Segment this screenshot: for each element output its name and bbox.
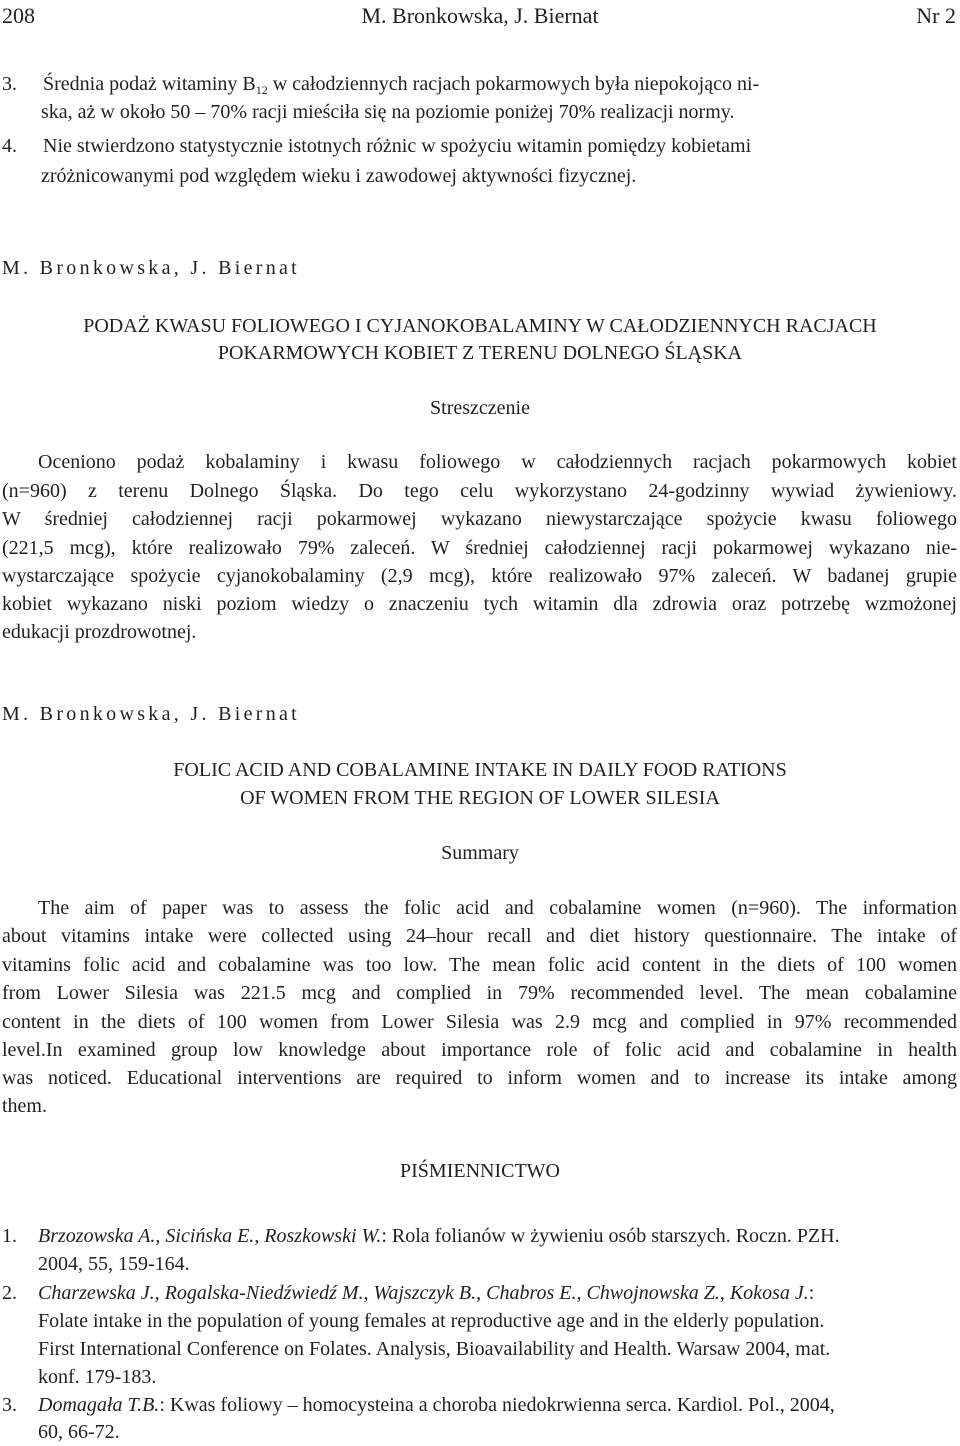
reference-2-authors: Charzewska J., Rogalska-Niedźwiedź M., Wajszczyk B., Chabros E., Chwojnowska Z., Kokosa J. (38, 1282, 809, 1304)
abstract-english-line-2: about vitamins intake were collected using 24–hour recall and diet history questionnaire. The intake of (2, 925, 957, 947)
reference-3-number: 3. (2, 1394, 17, 1416)
abstract-english-line-1: The aim of paper was to assess the folic acid and cobalamine women (n=960). The information (38, 897, 957, 919)
abstract-polish-line-6: kobiet wykazano niski poziom wiedzy o znaczeniu tych witamin dla zdrowia oraz potrzebę wzmożonej (2, 593, 957, 615)
authors-polish: M. Bronkowska, J. Biernat (2, 257, 301, 279)
abstract-heading-polish: Streszczenie (430, 397, 530, 419)
reference-1-number: 1. (2, 1225, 17, 1247)
abstract-polish-line-2: (n=960) z terenu Dolnego Śląska. Do tego celu wykorzystano 24-godzinny wywiad żywieniowy. (2, 480, 957, 502)
reference-3-line-1: Domagała T.B.: Kwas foliowy – homocysteina a choroba niedokrwienna serca. Kardiol. Pol., 2004, (38, 1394, 835, 1416)
abstract-polish-line-1: Oceniono podaż kobalaminy i kwasu foliowego w całodziennych racjach pokarmowych kobiet (38, 451, 957, 473)
abstract-polish-line-3: W średniej całodziennej racji pokarmowej wykazano niewystarczające spożycie kwasu foliowego (2, 508, 957, 530)
page-number: 208 (2, 3, 35, 28)
reference-2-line-2: Folate intake in the population of young females at reproductive age and in the elderly population. (38, 1310, 825, 1332)
reference-1-line-2: 2004, 55, 159-164. (38, 1253, 190, 1275)
title-english-line-1: FOLIC ACID AND COBALAMINE INTAKE IN DAILY FOOD RATIONS (173, 759, 787, 781)
subscript-12: 12 (255, 83, 268, 97)
reference-1-line-1: Brzozowska A., Sicińska E., Roszkowski W.: Rola folianów w żywieniu osób starszych. Roczn. PZH. (38, 1225, 840, 1247)
abstract-english-line-4: from Lower Silesia was 221.5 mcg and complied in 79% recommended level. The mean cobalamine (2, 982, 957, 1004)
references-heading: PIŚMIENNICTWO (400, 1160, 560, 1182)
reference-1-authors: Brzozowska A., Sicińska E., Roszkowski W. (38, 1225, 382, 1247)
issue-number: Nr 2 (916, 3, 956, 28)
reference-3-line-2: 60, 66-72. (38, 1421, 120, 1443)
conclusion-3-line-2: ska, aż w około 50 – 70% racji mieściła się na poziomie poniżej 70% realizacji normy. (41, 101, 735, 123)
reference-2-line-1: Charzewska J., Rogalska-Niedźwiedź M., Wajszczyk B., Chabros E., Chwojnowska Z., Kokosa J.: (38, 1282, 815, 1304)
conclusion-3-number: 3. (2, 73, 17, 95)
reference-3-authors: Domagała T.B. (38, 1394, 160, 1416)
conclusion-4-number: 4. (2, 135, 17, 157)
authors-english: M. Bronkowska, J. Biernat (2, 703, 301, 725)
abstract-heading-english: Summary (441, 842, 519, 864)
conclusion-4-line-2: zróżnicowanymi pod względem wieku i zawodowej aktywności fizycznej. (41, 165, 637, 187)
abstract-polish-line-7: edukacji prozdrowotnej. (2, 621, 197, 643)
abstract-english-line-6: level.In examined group low knowledge about importance role of folic acid and cobalamine in health (2, 1039, 957, 1061)
title-polish-line-2: POKARMOWYCH KOBIET Z TERENU DOLNEGO ŚLĄSKA (217, 342, 743, 364)
title-polish-line-1: PODAŻ KWASU FOLIOWEGO I CYJANOKOBALAMINY W CAŁODZIENNYCH RACJACH (83, 315, 877, 337)
abstract-english-line-7: was noticed. Educational interventions are required to inform women and to increase its intake among (2, 1067, 957, 1089)
abstract-polish-line-5: wystarczające spożycie cyjanokobalaminy (2,9 mcg), które realizowało 97% zaleceń. W badanej grupie (2, 565, 957, 587)
conclusion-4-line-1: 4. Nie stwierdzono statystycznie istotnych różnic w spożyciu witamin pomiędzy kobietami (2, 132, 751, 160)
running-title: M. Bronkowska, J. Biernat (361, 3, 599, 28)
abstract-english-line-8: them. (2, 1095, 47, 1117)
abstract-english-line-3: vitamins folic acid and cobalamine was too low. The mean folic acid content in the diets of 100 women (2, 954, 957, 976)
reference-2-line-4: konf. 179-183. (38, 1366, 157, 1388)
reference-2-line-3: First International Conference on Folates. Analysis, Bioavailability and Health. Warsaw 2004, mat. (38, 1338, 831, 1360)
abstract-polish-line-4: (221,5 mcg), które realizowało 79% zaleceń. W średniej całodziennej racji pokarmowej wykazano nie- (2, 537, 957, 559)
reference-2-number: 2. (2, 1282, 17, 1304)
conclusion-3-line-1: 3. Średnia podaż witaminy $B_{12}$ w całodziennych racjach pokarmowych była niepokojąco ni- (2, 70, 759, 104)
abstract-english-line-5: content in the diets of 100 women from Lower Silesia was 2.9 mcg and complied in 97% recommended (2, 1011, 957, 1033)
title-english-line-2: OF WOMEN FROM THE REGION OF LOWER SILESIA (240, 787, 720, 809)
